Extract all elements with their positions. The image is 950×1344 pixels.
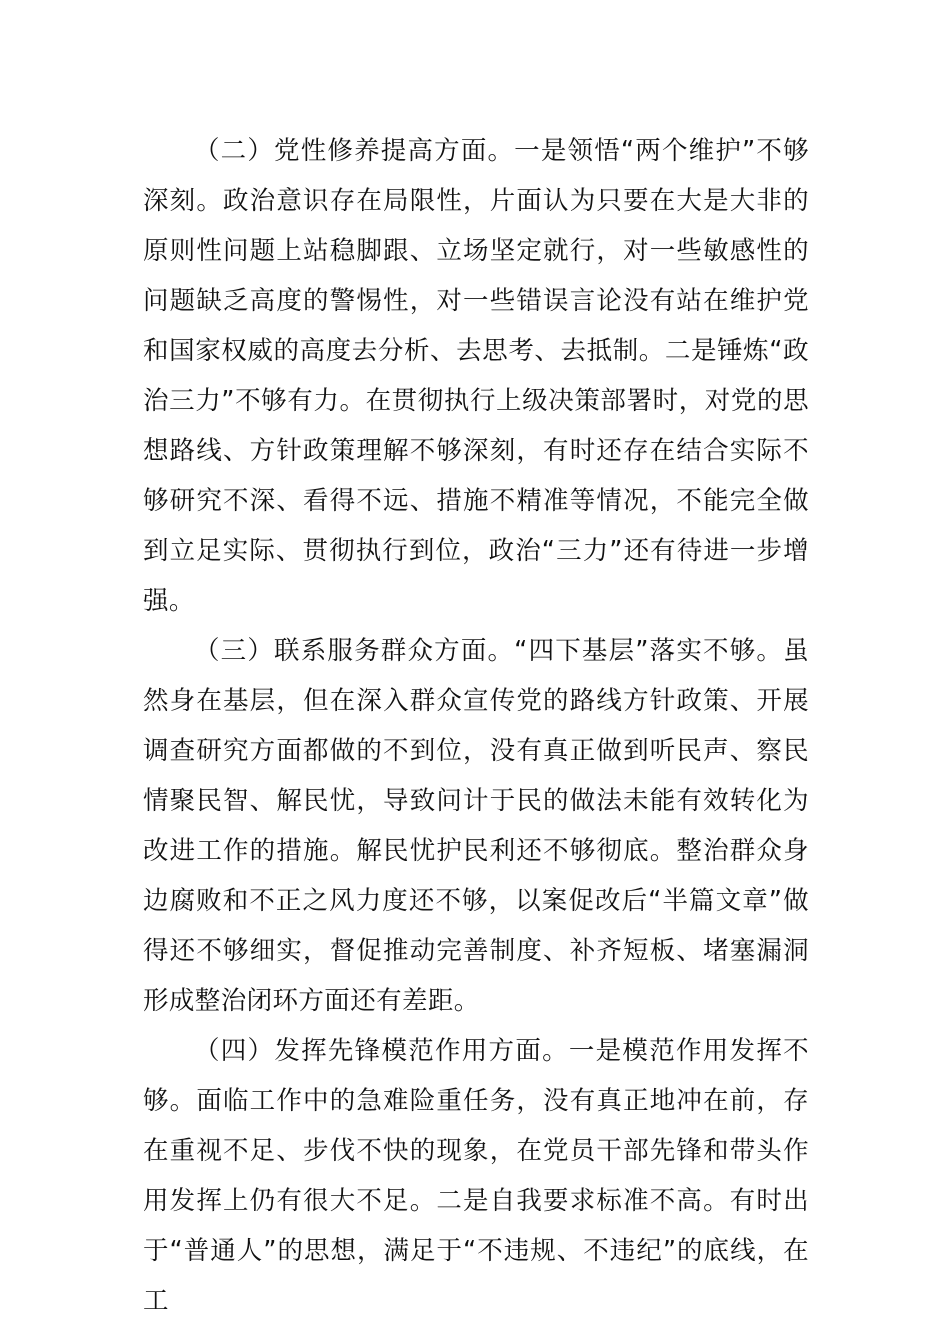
paragraph-exemplary-role: （四）发挥先锋模范作用方面。一是模范作用发挥不够。面临工作中的急难险重任务，没有真正地冲在前，存在重视不足、步伐不快的现象，在党员干部先锋和带头作用发挥上仍有很大不足。二是自我要求标准不高。有时出于“普通人”的思想，满足于“不违规、不违纪”的底线，在工 bbox=[143, 1036, 809, 1316]
document-body bbox=[143, 126, 809, 1326]
paragraph-serving-masses: （三）联系服务群众方面。“四下基层”落实不够。虽然身在基层，但在深入群众宣传党的路线方针政策、开展调查研究方面都做的不到位，没有真正做到听民声、察民情聚民智、解民忧，导致问计于民的做法未能有效转化为改进工作的措施。解民忧护民利还不够彻底。整治群众身边腐败和不正之风力度还不够，以案促改后“半篇文章”做得还不够细实，督促推动完善制度、补齐短板、堵塞漏洞形成整治闭环方面还有差距。 bbox=[143, 636, 809, 1016]
paragraph-party-spirit: （二）党性修养提高方面。一是领悟“两个维护”不够深刻。政治意识存在局限性，片面认为只要在大是大非的原则性问题上站稳脚跟、立场坚定就行，对一些敏感性的问题缺乏高度的警惕性，对一些错误言论没有站在维护党和国家权威的高度去分析、去思考、去抵制。二是锤炼“政治三力”不够有力。在贯彻执行上级决策部署时，对党的思想路线、方针政策理解不够深刻，有时还存在结合实际不够研究不深、看得不远、措施不精准等情况，不能完全做到立足实际、贯彻执行到位，政治“三力”还有待进一步增强。 bbox=[143, 136, 809, 616]
